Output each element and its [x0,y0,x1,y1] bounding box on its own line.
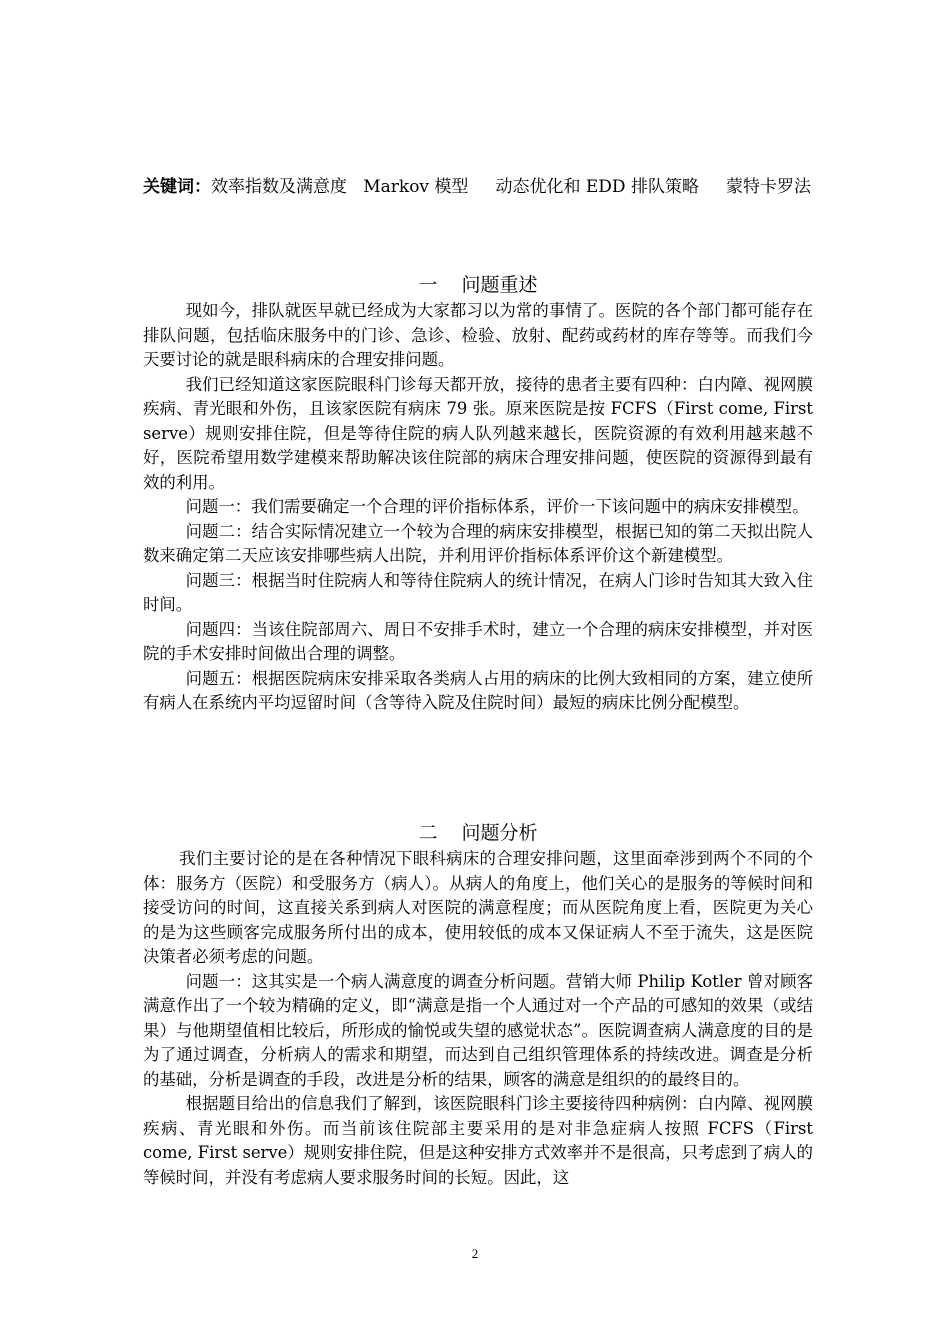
keyword-item: Markov 模型 [363,177,469,197]
page-number: 2 [471,1246,479,1261]
paragraph: 问题四：当该住院部周六、周日不安排手术时，建立一个合理的病床安排模型，并对医院的手术安排时间做出合理的调整。 [143,619,813,663]
section-heading [143,271,813,299]
keywords-block [143,174,813,200]
paragraph: 问题一：这其实是一个病人满意度的调查分析问题。营销大师 Philip Kotler 曾对顾客满意作出了一个较为精确的定义，即“满意是指一个人通过对一个产品的可感知的效果（或结果）与他期望值相比较后，所形成的愉悦或失望的感觉状态”。医院调查病人满意度的目的是为了通过调查，分析病人的需求和期望，而达到自己组织管理体系的持续改进。调查是分析的基础，分析是调查的手段，改进是分析的结果，顾客的满意是组织的的最终目的。 [143,971,813,1089]
keyword-item: 蒙特卡罗法 [725,177,811,197]
section-problem-restatement [143,271,813,716]
section-number: 二 [418,822,438,844]
paragraph: 问题二：结合实际情况建立一个较为合理的病床安排模型，根据已知的第二天拟出院人数来确定第二天应该安排哪些病人出院，并利用评价指标体系评价这个新建模型。 [143,521,813,565]
paragraph: 问题三：根据当时住院病人和等待住院病人的统计情况，在病人门诊时告知其大致入住时间。 [143,570,813,614]
keywords-label: 关键词： [143,177,211,197]
section-number: 一 [418,274,438,296]
paragraph: 问题一：我们需要确定一个合理的评价指标体系，评价一下该问题中的病床安排模型。 [185,497,809,516]
paragraph: 根据题目给出的信息我们了解到，该医院眼科门诊主要接待四种病例：白内障、视网膜疾病、青光眼和外伤。而当前该住院部主要采用的是对非急症病人按照 FCFS（First come, First serve）规则安排住院，但是这种安排方式效率并不是很高，只考虑到了病人的等候时间，并没有考虑病人要求服务时间的长短。因此，这 [143,1094,813,1187]
paragraph: 我们已经知道这家医院眼科门诊每天都开放，接待的患者主要有四种：白内障、视网膜疾病、青光眼和外伤，且该家医院有病床 79 张。原来医院是按 FCFS（First come, First serve）规则安排住院，但是等待住院的病人队列越来越长，医院资源的有效利用越来越不好，医院希望用数学建模来帮助解决该住院部的病床合理安排问题，使医院的资源得到最有效的利用。 [143,374,813,492]
section-problem-analysis [143,819,813,1190]
paragraph: 问题五：根据医院病床安排采取各类病人占用的病床的比例大致相同的方案，建立使所有病人在系统内平均逗留时间（含等待入院及住院时间）最短的病床比例分配模型。 [143,668,813,712]
paragraph: 现如今，排队就医早就已经成为大家都习以为常的事情了。医院的各个部门都可能存在排队问题，包括临床服务中的门诊、急诊、检验、放射、配药或药材的库存等等。而我们今天要讨论的就是眼科病床的合理安排问题。 [143,301,813,369]
paragraph: 我们主要讨论的是在各种情况下眼科病床的合理安排问题，这里面牵涉到两个不同的个体：服务方（医院）和受服务方（病人）。从病人的角度上，他们关心的是服务的等候时间和接受访问的时间，这直接关系到病人对医院的满意程度；而从医院角度上看，医院更为关心的是为这些顾客完成服务所付出的成本，使用较低的成本又保证病人不至于流失，这是医院决策者必须考虑的问题。 [143,849,813,966]
keyword-item: 动态优化和 EDD 排队策略 [495,177,699,197]
keyword-item: 效率指数及满意度 [211,177,347,197]
section-heading [143,819,813,847]
section-title: 问题分析 [461,822,538,844]
section-title: 问题重述 [461,274,538,296]
